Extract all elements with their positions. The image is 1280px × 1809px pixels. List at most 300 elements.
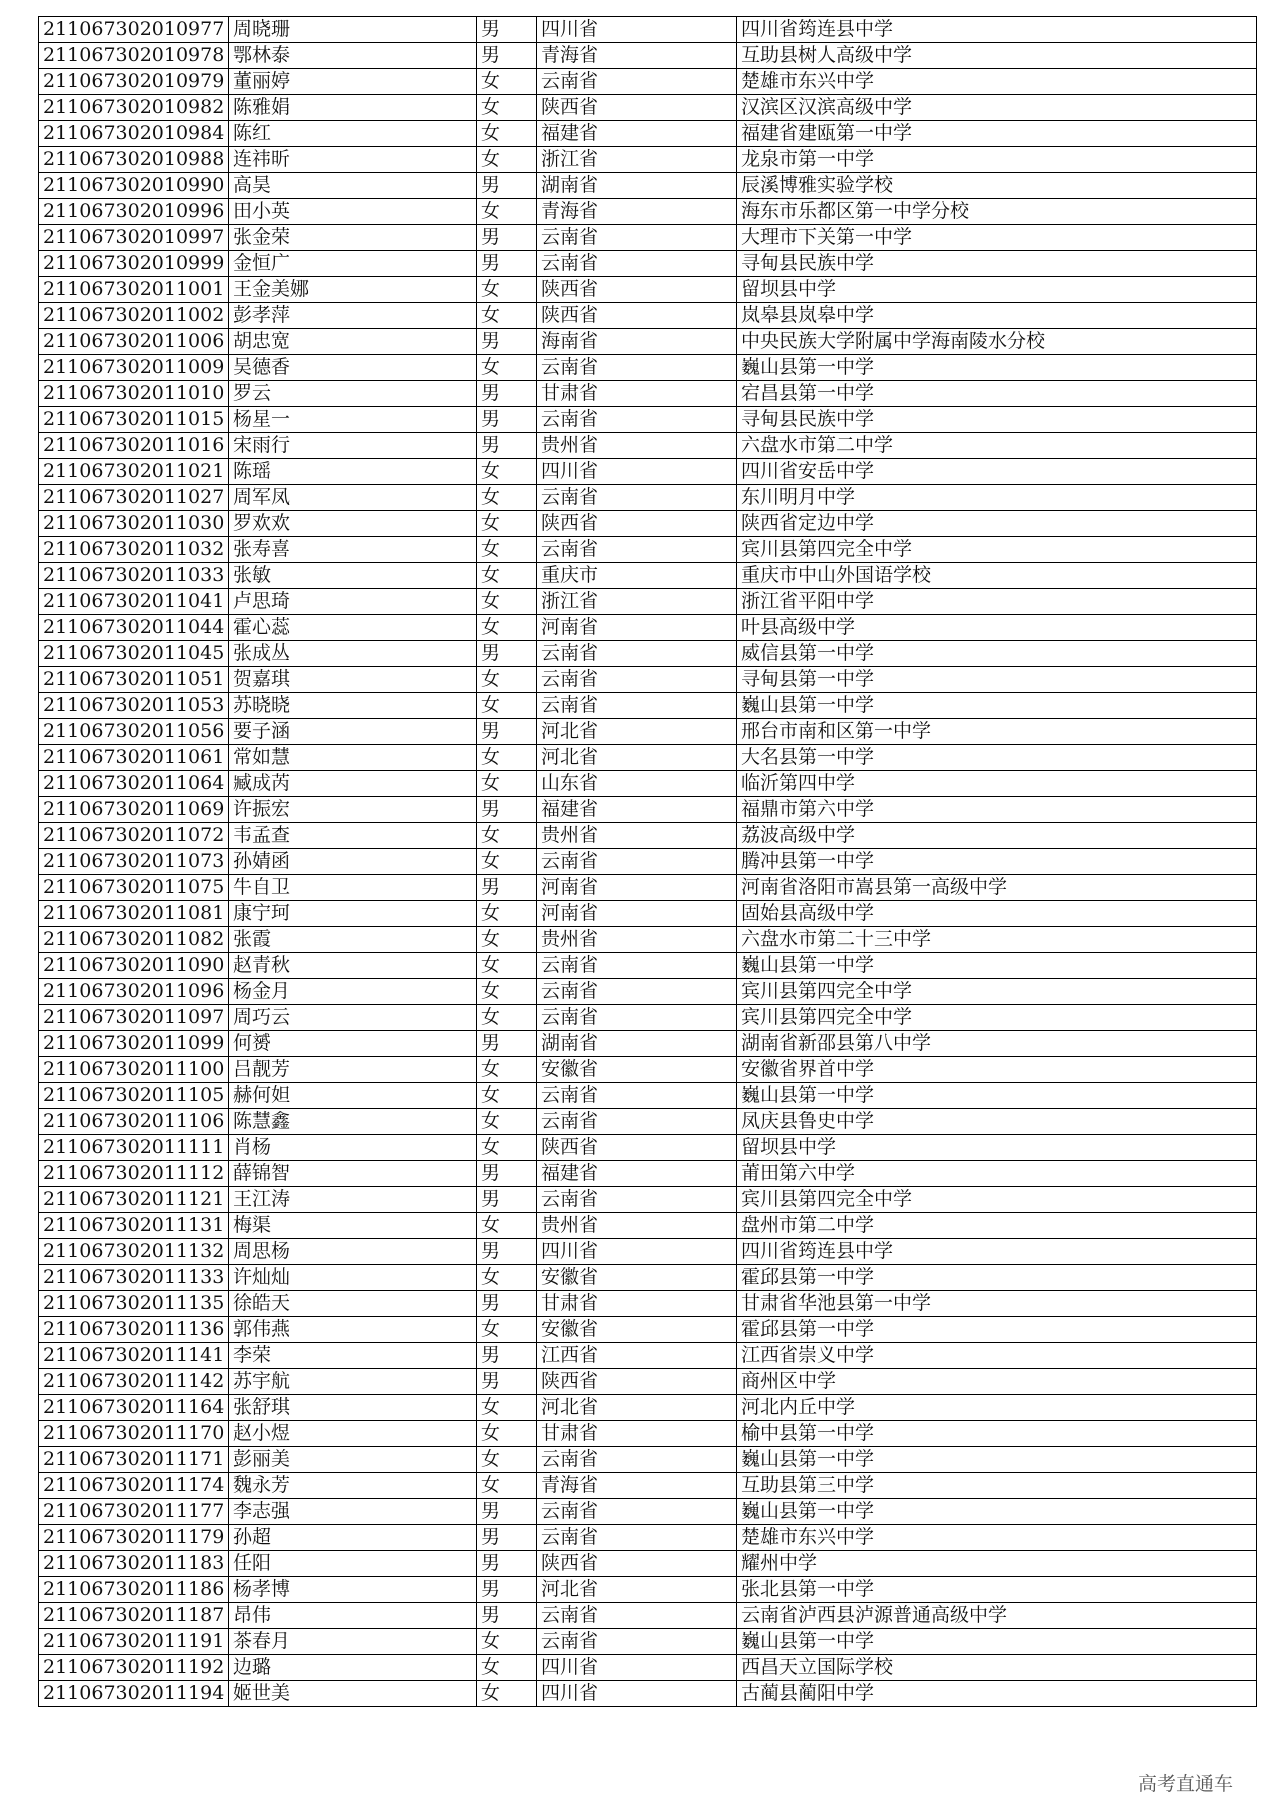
school-cell: 浙江省平阳中学 xyxy=(737,589,1257,615)
province-cell: 四川省 xyxy=(537,1655,737,1681)
gender-cell: 男 xyxy=(477,1551,537,1577)
name-cell: 茶春月 xyxy=(229,1629,477,1655)
province-cell: 河北省 xyxy=(537,1395,737,1421)
name-cell: 孙婧函 xyxy=(229,849,477,875)
name-cell: 昂伟 xyxy=(229,1603,477,1629)
table-row xyxy=(39,1577,1257,1603)
province-cell: 云南省 xyxy=(537,69,737,95)
gender-cell: 男 xyxy=(477,225,537,251)
school-cell: 甘肃省华池县第一中学 xyxy=(737,1291,1257,1317)
school-cell: 荔波高级中学 xyxy=(737,823,1257,849)
gender-cell: 男 xyxy=(477,1603,537,1629)
table-row xyxy=(39,771,1257,797)
gender-cell: 男 xyxy=(477,43,537,69)
name-cell: 牛自卫 xyxy=(229,875,477,901)
province-cell: 云南省 xyxy=(537,1187,737,1213)
gender-cell: 女 xyxy=(477,1109,537,1135)
exam-number-cell: 211067302011164 xyxy=(39,1395,229,1421)
name-cell: 何赟 xyxy=(229,1031,477,1057)
exam-number-cell: 211067302010997 xyxy=(39,225,229,251)
table-row xyxy=(39,459,1257,485)
table-row xyxy=(39,1681,1257,1707)
table-row xyxy=(39,511,1257,537)
exam-number-cell: 211067302011064 xyxy=(39,771,229,797)
province-cell: 云南省 xyxy=(537,355,737,381)
exam-number-cell: 211067302011021 xyxy=(39,459,229,485)
table-row xyxy=(39,225,1257,251)
gender-cell: 女 xyxy=(477,563,537,589)
exam-number-cell: 211067302011142 xyxy=(39,1369,229,1395)
name-cell: 郭伟燕 xyxy=(229,1317,477,1343)
school-cell: 巍山县第一中学 xyxy=(737,355,1257,381)
exam-number-cell: 211067302011186 xyxy=(39,1577,229,1603)
table-row xyxy=(39,433,1257,459)
exam-number-cell: 211067302010988 xyxy=(39,147,229,173)
school-cell: 巍山县第一中学 xyxy=(737,1447,1257,1473)
table-row xyxy=(39,121,1257,147)
school-cell: 腾冲县第一中学 xyxy=(737,849,1257,875)
table-row xyxy=(39,1629,1257,1655)
exam-number-cell: 211067302011136 xyxy=(39,1317,229,1343)
exam-number-cell: 211067302010999 xyxy=(39,251,229,277)
gender-cell: 女 xyxy=(477,1681,537,1707)
school-cell: 楚雄市东兴中学 xyxy=(737,1525,1257,1551)
province-cell: 云南省 xyxy=(537,1499,737,1525)
table-row xyxy=(39,719,1257,745)
exam-number-cell: 211067302011187 xyxy=(39,1603,229,1629)
school-cell: 耀州中学 xyxy=(737,1551,1257,1577)
gender-cell: 女 xyxy=(477,147,537,173)
school-cell: 辰溪博雅实验学校 xyxy=(737,173,1257,199)
table-row xyxy=(39,901,1257,927)
gender-cell: 女 xyxy=(477,199,537,225)
table-row xyxy=(39,303,1257,329)
school-cell: 大理市下关第一中学 xyxy=(737,225,1257,251)
name-cell: 陈红 xyxy=(229,121,477,147)
table-row xyxy=(39,1083,1257,1109)
exam-number-cell: 211067302010984 xyxy=(39,121,229,147)
name-cell: 杨孝博 xyxy=(229,1577,477,1603)
table-row xyxy=(39,1005,1257,1031)
table-row xyxy=(39,1421,1257,1447)
name-cell: 徐皓天 xyxy=(229,1291,477,1317)
province-cell: 四川省 xyxy=(537,1681,737,1707)
exam-number-cell: 211067302010982 xyxy=(39,95,229,121)
school-cell: 临沂第四中学 xyxy=(737,771,1257,797)
school-cell: 留坝县中学 xyxy=(737,277,1257,303)
gender-cell: 男 xyxy=(477,1239,537,1265)
exam-number-cell: 211067302011090 xyxy=(39,953,229,979)
exam-number-cell: 211067302011121 xyxy=(39,1187,229,1213)
province-cell: 陕西省 xyxy=(537,1135,737,1161)
exam-number-cell: 211067302011112 xyxy=(39,1161,229,1187)
name-cell: 常如慧 xyxy=(229,745,477,771)
table-row xyxy=(39,1265,1257,1291)
table-row xyxy=(39,95,1257,121)
province-cell: 河北省 xyxy=(537,745,737,771)
province-cell: 湖南省 xyxy=(537,173,737,199)
province-cell: 云南省 xyxy=(537,485,737,511)
exam-number-cell: 211067302011099 xyxy=(39,1031,229,1057)
province-cell: 浙江省 xyxy=(537,147,737,173)
school-cell: 湖南省新邵县第八中学 xyxy=(737,1031,1257,1057)
table-body xyxy=(39,17,1257,1707)
school-cell: 盘州市第二中学 xyxy=(737,1213,1257,1239)
province-cell: 河南省 xyxy=(537,875,737,901)
school-cell: 巍山县第一中学 xyxy=(737,953,1257,979)
exam-number-cell: 211067302010990 xyxy=(39,173,229,199)
name-cell: 陈慧鑫 xyxy=(229,1109,477,1135)
name-cell: 边璐 xyxy=(229,1655,477,1681)
province-cell: 四川省 xyxy=(537,17,737,43)
school-cell: 商州区中学 xyxy=(737,1369,1257,1395)
exam-number-cell: 211067302011002 xyxy=(39,303,229,329)
name-cell: 张寿喜 xyxy=(229,537,477,563)
name-cell: 孙超 xyxy=(229,1525,477,1551)
gender-cell: 女 xyxy=(477,459,537,485)
province-cell: 海南省 xyxy=(537,329,737,355)
province-cell: 云南省 xyxy=(537,693,737,719)
gender-cell: 女 xyxy=(477,1421,537,1447)
table-row xyxy=(39,693,1257,719)
gender-cell: 女 xyxy=(477,355,537,381)
exam-number-cell: 211067302010977 xyxy=(39,17,229,43)
table-row xyxy=(39,875,1257,901)
table-row xyxy=(39,1031,1257,1057)
school-cell: 寻甸县第一中学 xyxy=(737,667,1257,693)
gender-cell: 女 xyxy=(477,1655,537,1681)
gender-cell: 女 xyxy=(477,589,537,615)
table-row xyxy=(39,1551,1257,1577)
exam-number-cell: 211067302011170 xyxy=(39,1421,229,1447)
gender-cell: 男 xyxy=(477,1291,537,1317)
province-cell: 云南省 xyxy=(537,953,737,979)
name-cell: 吴德香 xyxy=(229,355,477,381)
name-cell: 卢思琦 xyxy=(229,589,477,615)
province-cell: 云南省 xyxy=(537,1005,737,1031)
table-row xyxy=(39,1499,1257,1525)
name-cell: 胡忠宽 xyxy=(229,329,477,355)
gender-cell: 女 xyxy=(477,485,537,511)
exam-number-cell: 211067302011192 xyxy=(39,1655,229,1681)
name-cell: 李荣 xyxy=(229,1343,477,1369)
school-cell: 张北县第一中学 xyxy=(737,1577,1257,1603)
school-cell: 大名县第一中学 xyxy=(737,745,1257,771)
school-cell: 巍山县第一中学 xyxy=(737,693,1257,719)
gender-cell: 男 xyxy=(477,1161,537,1187)
exam-number-cell: 211067302011061 xyxy=(39,745,229,771)
name-cell: 苏晓晓 xyxy=(229,693,477,719)
gender-cell: 女 xyxy=(477,615,537,641)
name-cell: 要子涵 xyxy=(229,719,477,745)
gender-cell: 女 xyxy=(477,121,537,147)
province-cell: 陕西省 xyxy=(537,95,737,121)
table-row xyxy=(39,667,1257,693)
name-cell: 周晓珊 xyxy=(229,17,477,43)
school-cell: 霍邱县第一中学 xyxy=(737,1265,1257,1291)
school-cell: 宾川县第四完全中学 xyxy=(737,979,1257,1005)
exam-number-cell: 211067302011015 xyxy=(39,407,229,433)
gender-cell: 女 xyxy=(477,927,537,953)
table-row xyxy=(39,1603,1257,1629)
name-cell: 周军凤 xyxy=(229,485,477,511)
name-cell: 赵小煜 xyxy=(229,1421,477,1447)
name-cell: 宋雨行 xyxy=(229,433,477,459)
school-cell: 汉滨区汉滨高级中学 xyxy=(737,95,1257,121)
gender-cell: 女 xyxy=(477,1135,537,1161)
gender-cell: 女 xyxy=(477,511,537,537)
exam-number-cell: 211067302011033 xyxy=(39,563,229,589)
gender-cell: 女 xyxy=(477,1083,537,1109)
school-cell: 岚皋县岚皋中学 xyxy=(737,303,1257,329)
province-cell: 云南省 xyxy=(537,537,737,563)
name-cell: 鄂林泰 xyxy=(229,43,477,69)
gender-cell: 男 xyxy=(477,173,537,199)
table-row xyxy=(39,797,1257,823)
school-cell: 威信县第一中学 xyxy=(737,641,1257,667)
table-row xyxy=(39,407,1257,433)
exam-number-cell: 211067302011135 xyxy=(39,1291,229,1317)
gender-cell: 女 xyxy=(477,1265,537,1291)
name-cell: 康宁珂 xyxy=(229,901,477,927)
province-cell: 浙江省 xyxy=(537,589,737,615)
gender-cell: 男 xyxy=(477,1031,537,1057)
exam-number-cell: 211067302011082 xyxy=(39,927,229,953)
school-cell: 古蔺县蔺阳中学 xyxy=(737,1681,1257,1707)
school-cell: 西昌天立国际学校 xyxy=(737,1655,1257,1681)
exam-number-cell: 211067302011016 xyxy=(39,433,229,459)
exam-number-cell: 211067302010978 xyxy=(39,43,229,69)
province-cell: 青海省 xyxy=(537,43,737,69)
table-row xyxy=(39,199,1257,225)
gender-cell: 女 xyxy=(477,303,537,329)
school-cell: 宕昌县第一中学 xyxy=(737,381,1257,407)
school-cell: 宾川县第四完全中学 xyxy=(737,1187,1257,1213)
gender-cell: 女 xyxy=(477,693,537,719)
exam-number-cell: 211067302011056 xyxy=(39,719,229,745)
province-cell: 贵州省 xyxy=(537,1213,737,1239)
province-cell: 福建省 xyxy=(537,1161,737,1187)
province-cell: 云南省 xyxy=(537,225,737,251)
province-cell: 河南省 xyxy=(537,901,737,927)
table-row xyxy=(39,823,1257,849)
gender-cell: 女 xyxy=(477,901,537,927)
table-row xyxy=(39,1655,1257,1681)
gender-cell: 女 xyxy=(477,979,537,1005)
exam-number-cell: 211067302011183 xyxy=(39,1551,229,1577)
exam-number-cell: 211067302011100 xyxy=(39,1057,229,1083)
province-cell: 陕西省 xyxy=(537,1369,737,1395)
province-cell: 云南省 xyxy=(537,667,737,693)
table-row xyxy=(39,485,1257,511)
province-cell: 山东省 xyxy=(537,771,737,797)
name-cell: 任阳 xyxy=(229,1551,477,1577)
province-cell: 云南省 xyxy=(537,641,737,667)
name-cell: 赵青秋 xyxy=(229,953,477,979)
gender-cell: 男 xyxy=(477,1577,537,1603)
name-cell: 吕靓芳 xyxy=(229,1057,477,1083)
exam-number-cell: 211067302011053 xyxy=(39,693,229,719)
province-cell: 青海省 xyxy=(537,1473,737,1499)
school-cell: 寻甸县民族中学 xyxy=(737,251,1257,277)
province-cell: 福建省 xyxy=(537,797,737,823)
table-row xyxy=(39,355,1257,381)
school-cell: 六盘水市第二中学 xyxy=(737,433,1257,459)
exam-number-cell: 211067302011191 xyxy=(39,1629,229,1655)
name-cell: 李志强 xyxy=(229,1499,477,1525)
school-cell: 榆中县第一中学 xyxy=(737,1421,1257,1447)
province-cell: 贵州省 xyxy=(537,433,737,459)
table-row xyxy=(39,1317,1257,1343)
school-cell: 四川省筠连县中学 xyxy=(737,1239,1257,1265)
school-cell: 河北内丘中学 xyxy=(737,1395,1257,1421)
table-row xyxy=(39,1135,1257,1161)
exam-number-cell: 211067302011105 xyxy=(39,1083,229,1109)
name-cell: 陈瑶 xyxy=(229,459,477,485)
name-cell: 陈雅娟 xyxy=(229,95,477,121)
name-cell: 张金荣 xyxy=(229,225,477,251)
exam-number-cell: 211067302011106 xyxy=(39,1109,229,1135)
school-cell: 邢台市南和区第一中学 xyxy=(737,719,1257,745)
province-cell: 陕西省 xyxy=(537,303,737,329)
gender-cell: 男 xyxy=(477,1499,537,1525)
table-row xyxy=(39,563,1257,589)
name-cell: 张霞 xyxy=(229,927,477,953)
province-cell: 云南省 xyxy=(537,849,737,875)
table-row xyxy=(39,43,1257,69)
school-cell: 云南省泸西县泸源普通高级中学 xyxy=(737,1603,1257,1629)
school-cell: 固始县高级中学 xyxy=(737,901,1257,927)
school-cell: 互助县第三中学 xyxy=(737,1473,1257,1499)
table-row xyxy=(39,1161,1257,1187)
name-cell: 王江涛 xyxy=(229,1187,477,1213)
table-row xyxy=(39,537,1257,563)
gender-cell: 男 xyxy=(477,1525,537,1551)
gender-cell: 女 xyxy=(477,823,537,849)
name-cell: 赫何妲 xyxy=(229,1083,477,1109)
gender-cell: 女 xyxy=(477,1057,537,1083)
province-cell: 福建省 xyxy=(537,121,737,147)
table-row xyxy=(39,615,1257,641)
school-cell: 寻甸县民族中学 xyxy=(737,407,1257,433)
province-cell: 河北省 xyxy=(537,719,737,745)
name-cell: 金恒广 xyxy=(229,251,477,277)
gender-cell: 女 xyxy=(477,1447,537,1473)
school-cell: 霍邱县第一中学 xyxy=(737,1317,1257,1343)
school-cell: 留坝县中学 xyxy=(737,1135,1257,1161)
table-row xyxy=(39,381,1257,407)
table-row xyxy=(39,329,1257,355)
table-row xyxy=(39,979,1257,1005)
school-cell: 凤庆县鲁史中学 xyxy=(737,1109,1257,1135)
exam-number-cell: 211067302011133 xyxy=(39,1265,229,1291)
name-cell: 张成丛 xyxy=(229,641,477,667)
name-cell: 张舒琪 xyxy=(229,1395,477,1421)
table-row xyxy=(39,589,1257,615)
province-cell: 云南省 xyxy=(537,1109,737,1135)
gender-cell: 女 xyxy=(477,667,537,693)
name-cell: 彭丽美 xyxy=(229,1447,477,1473)
province-cell: 云南省 xyxy=(537,1083,737,1109)
table-row xyxy=(39,1187,1257,1213)
school-cell: 海东市乐都区第一中学分校 xyxy=(737,199,1257,225)
exam-number-cell: 211067302011051 xyxy=(39,667,229,693)
exam-number-cell: 211067302011032 xyxy=(39,537,229,563)
province-cell: 安徽省 xyxy=(537,1057,737,1083)
exam-number-cell: 211067302011141 xyxy=(39,1343,229,1369)
province-cell: 云南省 xyxy=(537,407,737,433)
exam-number-cell: 211067302011174 xyxy=(39,1473,229,1499)
name-cell: 周巧云 xyxy=(229,1005,477,1031)
exam-number-cell: 211067302011027 xyxy=(39,485,229,511)
gender-cell: 女 xyxy=(477,1395,537,1421)
exam-number-cell: 211067302011001 xyxy=(39,277,229,303)
gender-cell: 女 xyxy=(477,69,537,95)
school-cell: 莆田第六中学 xyxy=(737,1161,1257,1187)
exam-number-cell: 211067302010979 xyxy=(39,69,229,95)
school-cell: 陕西省定边中学 xyxy=(737,511,1257,537)
school-cell: 宾川县第四完全中学 xyxy=(737,537,1257,563)
exam-number-cell: 211067302011073 xyxy=(39,849,229,875)
gender-cell: 女 xyxy=(477,1629,537,1655)
table-row xyxy=(39,147,1257,173)
name-cell: 姬世美 xyxy=(229,1681,477,1707)
name-cell: 贺嘉琪 xyxy=(229,667,477,693)
table-row xyxy=(39,1525,1257,1551)
gender-cell: 男 xyxy=(477,797,537,823)
table-row xyxy=(39,277,1257,303)
province-cell: 云南省 xyxy=(537,979,737,1005)
name-cell: 高昊 xyxy=(229,173,477,199)
name-cell: 张敏 xyxy=(229,563,477,589)
name-cell: 王金美娜 xyxy=(229,277,477,303)
gender-cell: 男 xyxy=(477,407,537,433)
school-cell: 楚雄市东兴中学 xyxy=(737,69,1257,95)
province-cell: 青海省 xyxy=(537,199,737,225)
watermark-text: 高考直通车 xyxy=(1138,1773,1234,1795)
table-row xyxy=(39,69,1257,95)
table-row xyxy=(39,1473,1257,1499)
table-row xyxy=(39,849,1257,875)
table-row xyxy=(39,1057,1257,1083)
gender-cell: 女 xyxy=(477,1473,537,1499)
name-cell: 韦孟查 xyxy=(229,823,477,849)
school-cell: 宾川县第四完全中学 xyxy=(737,1005,1257,1031)
province-cell: 湖南省 xyxy=(537,1031,737,1057)
table-row xyxy=(39,927,1257,953)
gender-cell: 女 xyxy=(477,277,537,303)
name-cell: 董丽婷 xyxy=(229,69,477,95)
province-cell: 陕西省 xyxy=(537,1551,737,1577)
gender-cell: 女 xyxy=(477,1317,537,1343)
province-cell: 陕西省 xyxy=(537,277,737,303)
school-cell: 六盘水市第二十三中学 xyxy=(737,927,1257,953)
table-row xyxy=(39,1343,1257,1369)
school-cell: 重庆市中山外国语学校 xyxy=(737,563,1257,589)
name-cell: 罗欢欢 xyxy=(229,511,477,537)
province-cell: 安徽省 xyxy=(537,1317,737,1343)
gender-cell: 男 xyxy=(477,381,537,407)
table-row xyxy=(39,1291,1257,1317)
province-cell: 安徽省 xyxy=(537,1265,737,1291)
gender-cell: 女 xyxy=(477,849,537,875)
gender-cell: 男 xyxy=(477,433,537,459)
name-cell: 杨金月 xyxy=(229,979,477,1005)
name-cell: 霍心蕊 xyxy=(229,615,477,641)
exam-number-cell: 211067302011075 xyxy=(39,875,229,901)
gender-cell: 女 xyxy=(477,1005,537,1031)
name-cell: 彭孝萍 xyxy=(229,303,477,329)
